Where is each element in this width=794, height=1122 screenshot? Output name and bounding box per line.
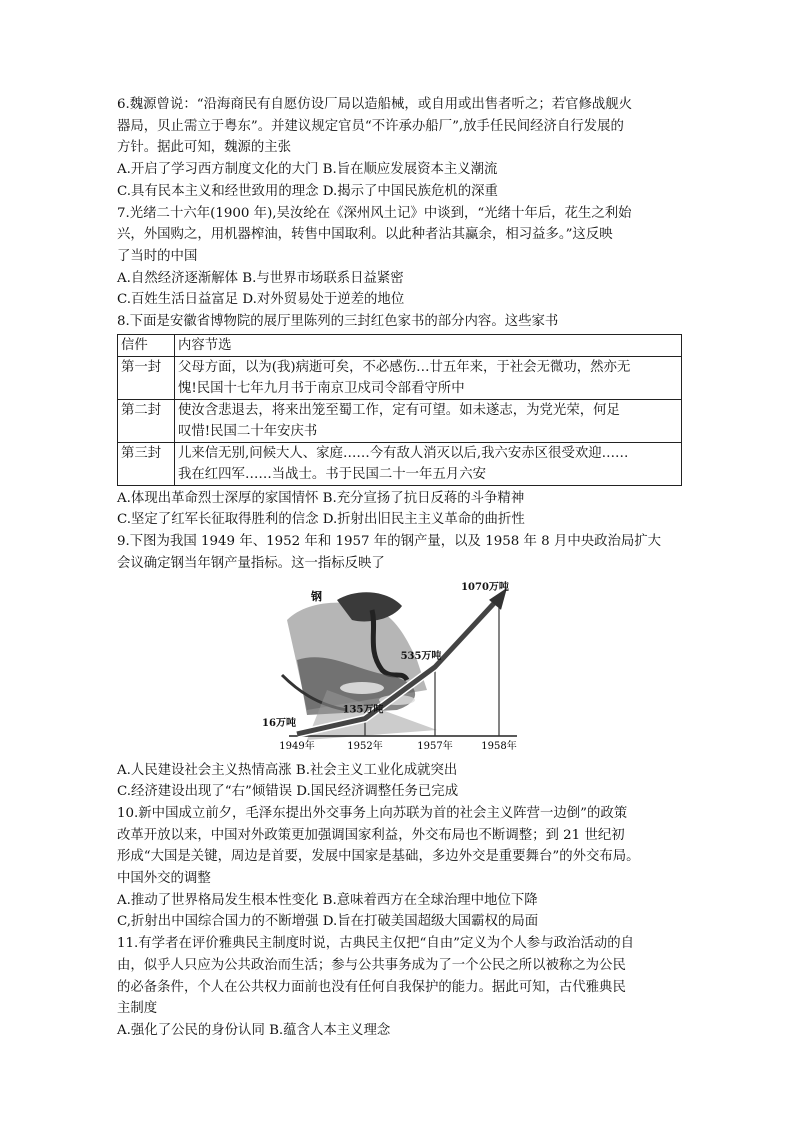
- question-7-options-ab: A.自然经济逐渐解体 B.与世界市场联系日益紧密: [117, 270, 404, 286]
- question-11-options-ab: A.强化了公民的身份认同 B.蕴含人本主义理念: [117, 1022, 391, 1038]
- question-10: [117, 803, 679, 933]
- table-header-row: [118, 334, 682, 356]
- letter-content-line: 愧!民国十七年九月书于南京卫戍司令部看守所中: [178, 380, 465, 396]
- question-7-stem-line: 兴，外国购之，用机器榨油，转售中国取利。以此种者沾其赢余，相习益多。”这反映: [117, 227, 613, 243]
- letter-content-line: 使汝含悲退去，将来出笼至蜀工作，定有可望。如未遂志，为党光荣，何足: [178, 402, 620, 418]
- question-8-options-cd: C.坚定了红军长征取得胜利的信念 D.折射出旧民主主义革命的曲折性: [117, 512, 525, 528]
- table-row: [118, 356, 682, 399]
- data-label: 16万吨: [262, 717, 296, 729]
- question-11-stem-line: 11.有学者在评价雅典民主制度时说，古典民主仅把“自由”定义为个人参与政治活动的自: [117, 936, 635, 952]
- question-6-stem-line: 器局，贝止需立于粤东”。并建议规定官员“不许承办船厂”,放手任民间经济自行发展的: [117, 118, 624, 134]
- exam-page: [117, 94, 679, 1042]
- letter-content-line: 儿来信无别,问候大人、家庭……今有敌人消灭以后,我六安赤区很受欢迎……: [178, 445, 629, 461]
- question-10-stem-line: 改革开放以来，中国对外政策更加强调国家利益，外交布局也不断调整；到 21 世纪初: [117, 827, 625, 843]
- steel-output-svg: [262, 580, 527, 756]
- question-6-stem-line: 6.魏源曾说：“沿海商民有自愿仿设厂局以造船械，或自用或出售者听之；若官修战舰火: [117, 97, 633, 112]
- letter-content-line: 我在红四军……当战士。书于民国二十一年五月六安: [178, 466, 486, 482]
- data-label: 135万吨: [342, 704, 384, 716]
- letter-name-cell: 第二封: [118, 399, 175, 442]
- letter-content-cell: [175, 442, 682, 485]
- x-tick-label: 1952年: [347, 740, 383, 752]
- data-label: 535万吨: [400, 650, 442, 662]
- x-tick-label: 1949年: [279, 740, 315, 752]
- question-6-options-ab: A.开启了学习西方制度文化的大门 B.旨在顺应发展资本主义潮流: [117, 162, 498, 178]
- data-label: 1070万吨: [461, 581, 509, 593]
- question-10-stem-line: 中国外交的调整: [117, 871, 211, 887]
- question-10-stem-line: 10.新中国成立前夕，毛泽东提出外交事务上向苏联为首的社会主义阵营一边倒”的政策: [117, 805, 628, 821]
- letters-table: [117, 334, 682, 486]
- x-tick-label: 1958年: [481, 740, 517, 752]
- question-9: [117, 531, 679, 803]
- question-11: [117, 933, 679, 1042]
- question-7-options-cd: C.百姓生活日益富足 D.对外贸易处于逆差的地位: [117, 292, 405, 308]
- letter-content-line: 叹惜!民国二十年安庆书: [178, 423, 318, 439]
- table-header-cell: 内容节选: [175, 334, 682, 356]
- letter-name-cell: 第三封: [118, 442, 175, 485]
- question-9-stem-line: 会议确定钢当年钢产量指标。这一指标反映了: [117, 555, 385, 571]
- question-6-stem-line: 方针。据此可知，魏源的主张: [117, 140, 292, 156]
- question-10-options-ab: A.推动了世界格局发生根本性变化 B.意味着西方在全球治理中地位下降: [117, 892, 538, 908]
- question-6: [117, 94, 679, 203]
- question-7-stem-line: 7.光绪二十六年(1900 年),吴汝纶在《深州风土记》中谈到，“光绪十年后，花生之利始: [117, 205, 632, 221]
- letter-content-cell: [175, 356, 682, 399]
- question-11-stem-line: 由，似乎人只应为公共政治而生活；参与公共事务成为了一个公民之所以被称之为公民: [117, 957, 626, 973]
- question-9-options-cd: C.经济建设出现了“右”倾错误 D.国民经济调整任务已完成: [117, 784, 459, 800]
- letters-table-wrap: [117, 334, 679, 486]
- question-10-stem-line: 形成“大国是关键，周边是首要，发展中国家是基础，多边外交是重要舞台”的外交布局。: [117, 849, 640, 865]
- question-8-stem-line: 8.下面是安徽省博物院的展厅里陈列的三封红色家书的部分内容。这些家书: [117, 314, 559, 330]
- question-11-stem-line: 主制度: [117, 1001, 158, 1017]
- table-header-cell: 信件: [118, 334, 175, 356]
- question-8-options-ab: A.体现出革命烈士深厚的家国情怀 B.充分宣扬了抗日反蒋的斗争精神: [117, 490, 525, 506]
- x-tick-label: 1957年: [417, 740, 453, 752]
- letter-name-cell: 第一封: [118, 356, 175, 399]
- letter-content-line: 父母方面，以为(我)病逝可矣，不必感伤…廿五年来，于社会无微功，然亦无: [178, 359, 631, 375]
- question-7-stem-line: 了当时的中国: [117, 248, 198, 264]
- table-row: [118, 442, 682, 485]
- letter-content-cell: [175, 399, 682, 442]
- question-8: [117, 311, 679, 531]
- question-9-options-ab: A.人民建设社会主义热情高涨 B.社会主义工业化成就突出: [117, 762, 458, 778]
- question-10-options-cd: C,折射出中国综合国力的不断增强 D.旨在打破美国超级大国霸权的局面: [117, 914, 539, 930]
- question-11-stem-line: 的必备条件，个人在公共权力面前也没有任何自我保护的能力。据此可知，古代雅典民: [117, 979, 626, 995]
- question-9-stem-line: 9.下图为我国 1949 年、1952 年和 1957 年的钢产量，以及 1958 年 8 月中央政治局扩大: [117, 534, 662, 550]
- question-6-options-cd: C.具有民本主义和经世致用的理念 D.揭示了中国民族危机的深重: [117, 183, 498, 199]
- steel-output-chart: [262, 580, 527, 756]
- question-7: [117, 203, 679, 312]
- table-row: [118, 399, 682, 442]
- chart-title: 钢: [311, 589, 322, 603]
